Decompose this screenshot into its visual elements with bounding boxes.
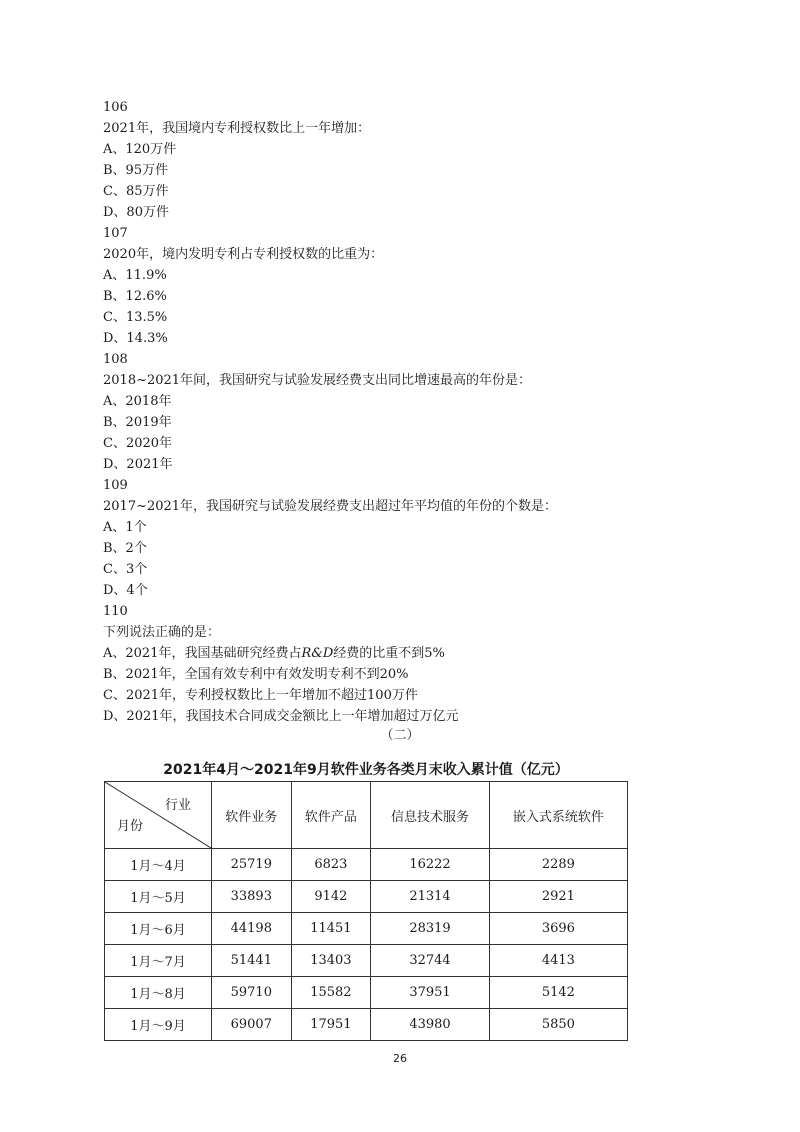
table-cell: 37951 [371,977,490,1009]
corner-month-label: 月份 [117,819,144,834]
table-cell: 2289 [489,849,627,881]
column-header: 软件产品 [291,782,371,849]
option-c: C、3个 [103,562,148,577]
row-month: 1月～5月 [105,881,212,913]
column-header: 软件业务 [212,782,292,849]
option-a-pre: A、2021年，我国基础研究经费占 [103,646,302,661]
question-number: 108 [103,352,128,367]
table-cell: 33893 [212,881,292,913]
option-d: D、2021年 [103,457,173,472]
question-number: 110 [103,604,128,619]
option-b: B、95万件 [103,163,169,178]
table-cell: 15582 [291,977,371,1009]
option-d: D、80万件 [103,205,169,220]
table-cell: 3696 [489,913,627,945]
table-cell: 16222 [371,849,490,881]
row-month: 1月～6月 [105,913,212,945]
table-cell: 21314 [371,881,490,913]
option-a: A、120万件 [103,142,177,157]
question-list [103,97,703,727]
table-cell: 69007 [212,1009,292,1041]
table-cell: 28319 [371,913,490,945]
table-row [105,849,628,881]
question-stem: 2017~2021年，我国研究与试验发展经费支出超过年平均值的年份的个数是： [103,499,558,514]
section-label: （二） [380,728,420,743]
column-header: 信息技术服务 [371,782,490,849]
option-c: C、13.5% [103,310,168,325]
table-cell: 51441 [212,945,292,977]
table-corner-cell [105,782,212,849]
table-row [105,977,628,1009]
row-month: 1月～7月 [105,945,212,977]
table-cell: 17951 [291,1009,371,1041]
row-month: 1月～4月 [105,849,212,881]
table-cell: 2921 [489,881,627,913]
table-cell: 13403 [291,945,371,977]
row-month: 1月～9月 [105,1009,212,1041]
option-b: B、12.6% [103,289,167,304]
table-row [105,945,628,977]
table-cell: 5850 [489,1009,627,1041]
table-cell: 43980 [371,1009,490,1041]
option-a: A、11.9% [103,268,167,283]
option-b: B、2019年 [103,415,172,430]
option-d: D、4个 [103,583,148,598]
option-b: B、2个 [103,541,147,556]
table-cell: 44198 [212,913,292,945]
option-a: A、2018年 [103,394,172,409]
table-row [105,1009,628,1041]
table-cell: 32744 [371,945,490,977]
revenue-table [104,781,628,1041]
page-number: 26 [393,1052,407,1065]
option-a-post: 经费的比重不到5% [333,646,445,661]
table-cell: 9142 [291,881,371,913]
table-header-row [105,782,628,849]
table-cell: 25719 [212,849,292,881]
option-c: C、2021年，专利授权数比上一年增加不超过100万件 [103,688,418,703]
column-header: 嵌入式系统软件 [489,782,627,849]
option-d: D、2021年，我国技术合同成交金额比上一年增加超过万亿元 [103,709,459,724]
table-row [105,881,628,913]
option-c: C、2020年 [103,436,173,451]
question-stem: 2018~2021年间，我国研究与试验发展经费支出同比增速最高的年份是： [103,373,532,388]
table-cell: 6823 [291,849,371,881]
option-d: D、14.3% [103,331,168,346]
question-number: 109 [103,478,128,493]
table-cell: 59710 [212,977,292,1009]
question-stem: 2021年，我国境内专利授权数比上一年增加： [103,121,371,136]
option-b: B、2021年，全国有效专利中有效发明专利不到20% [103,667,409,682]
row-month: 1月～8月 [105,977,212,1009]
table-title: 2021年4月～2021年9月软件业务各类月末收入累计值（亿元） [163,762,569,778]
table-cell: 5142 [489,977,627,1009]
question-number: 107 [103,226,128,241]
option-a [103,643,703,664]
table-cell: 4413 [489,945,627,977]
option-c: C、85万件 [103,184,169,199]
question-stem: 下列说法正确的是： [103,625,221,640]
question-number: 106 [103,100,128,115]
table-row [105,913,628,945]
option-a-rd: R&D [301,646,334,661]
table-cell: 11451 [291,913,371,945]
question-stem: 2020年，境内发明专利占专利授权数的比重为： [103,247,384,262]
corner-industry-label: 行业 [164,798,191,813]
option-a: A、1个 [103,520,147,535]
